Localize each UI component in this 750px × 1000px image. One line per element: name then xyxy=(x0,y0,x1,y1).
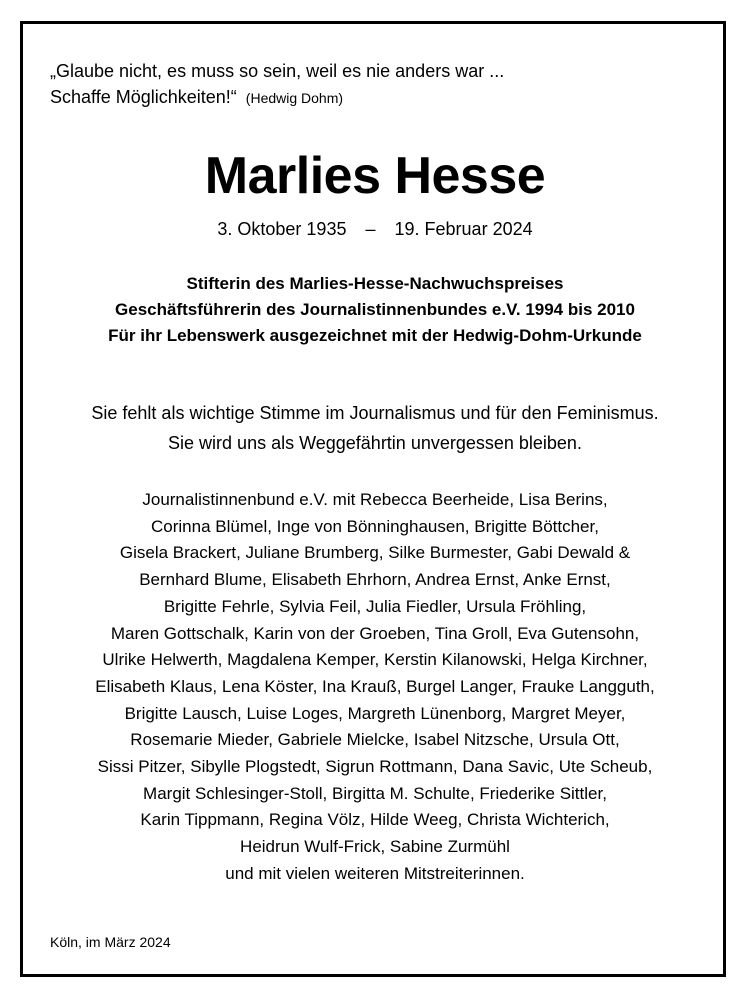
signatory-line: Sissi Pitzer, Sibylle Plogstedt, Sigrun Rottmann, Dana Savic, Ute Scheub, xyxy=(97,757,653,777)
role-line: Stifterin des Marlies-Hesse-Nachwuchspreises xyxy=(186,274,564,293)
place-date-line: Köln, im März 2024 xyxy=(50,934,171,950)
tribute-line: Sie wird uns als Weggefährtin unvergessen bleiben. xyxy=(168,433,582,453)
signatories-block xyxy=(0,487,750,888)
signatory-line: Maren Gottschalk, Karin von der Groeben, Tina Groll, Eva Gutensohn, xyxy=(110,623,640,643)
signatory-line: Journalistinnenbund e.V. mit Rebecca Beerheide, Lisa Berins, xyxy=(142,490,608,509)
quote-block xyxy=(50,58,670,111)
role-line: Für ihr Lebenswerk ausgezeichnet mit der Hedwig-Dohm-Urkunde xyxy=(108,326,642,345)
death-date: 19. Februar 2024 xyxy=(394,219,533,239)
signatory-line: Karin Tippmann, Regina Völz, Hilde Weeg, Christa Wichterich, xyxy=(140,810,610,830)
life-dates xyxy=(0,216,750,242)
signatory-line: Brigitte Lausch, Luise Loges, Margreth Lünenborg, Margret Meyer, xyxy=(124,703,626,723)
quote-line-2: Schaffe Möglichkeiten!“ xyxy=(50,87,237,107)
birth-date: 3. Oktober 1935 xyxy=(217,219,347,239)
quote-author: (Hedwig Dohm) xyxy=(245,90,344,106)
date-separator: – xyxy=(365,219,376,239)
signatory-line: Heidrun Wulf-Frick, Sabine Zurmühl xyxy=(240,837,510,857)
roles-block xyxy=(0,271,750,349)
signatory-line: Ulrike Helwerth, Magdalena Kemper, Kerstin Kilanowski, Helga Kirchner, xyxy=(102,650,648,670)
signatory-line: Bernhard Blume, Elisabeth Ehrhorn, Andrea Ernst, Anke Ernst, xyxy=(139,570,611,590)
signatory-line: Elisabeth Klaus, Lena Köster, Ina Krauß, Burgel Langer, Frauke Langguth, xyxy=(95,676,655,696)
signatory-line: Margit Schlesinger-Stoll, Birgitta M. Schulte, Friederike Sittler, xyxy=(143,783,607,803)
signatory-line: Gisela Brackert, Juliane Brumberg, Silke Burmester, Gabi Dewald & xyxy=(119,543,631,563)
signatory-line: Rosemarie Mieder, Gabriele Mielcke, Isabel Nitzsche, Ursula Ott, xyxy=(130,730,620,750)
signatory-line: Corinna Blümel, Inge von Bönninghausen, Brigitte Böttcher, xyxy=(151,516,599,536)
tribute-block xyxy=(0,398,750,458)
signatory-line: und mit vielen weiteren Mitstreiterinnen. xyxy=(225,863,525,883)
quote-line-1: „Glaube nicht, es muss so sein, weil es nie anders war ... xyxy=(50,61,505,81)
signatory-line: Brigitte Fehrle, Sylvia Feil, Julia Fiedler, Ursula Fröhling, xyxy=(163,596,587,616)
tribute-line: Sie fehlt als wichtige Stimme im Journalismus und für den Feminismus. xyxy=(91,403,659,423)
role-line: Geschäftsführerin des Journalistinnenbundes e.V. 1994 bis 2010 xyxy=(115,300,635,319)
deceased-name: Marlies Hesse xyxy=(204,147,546,205)
